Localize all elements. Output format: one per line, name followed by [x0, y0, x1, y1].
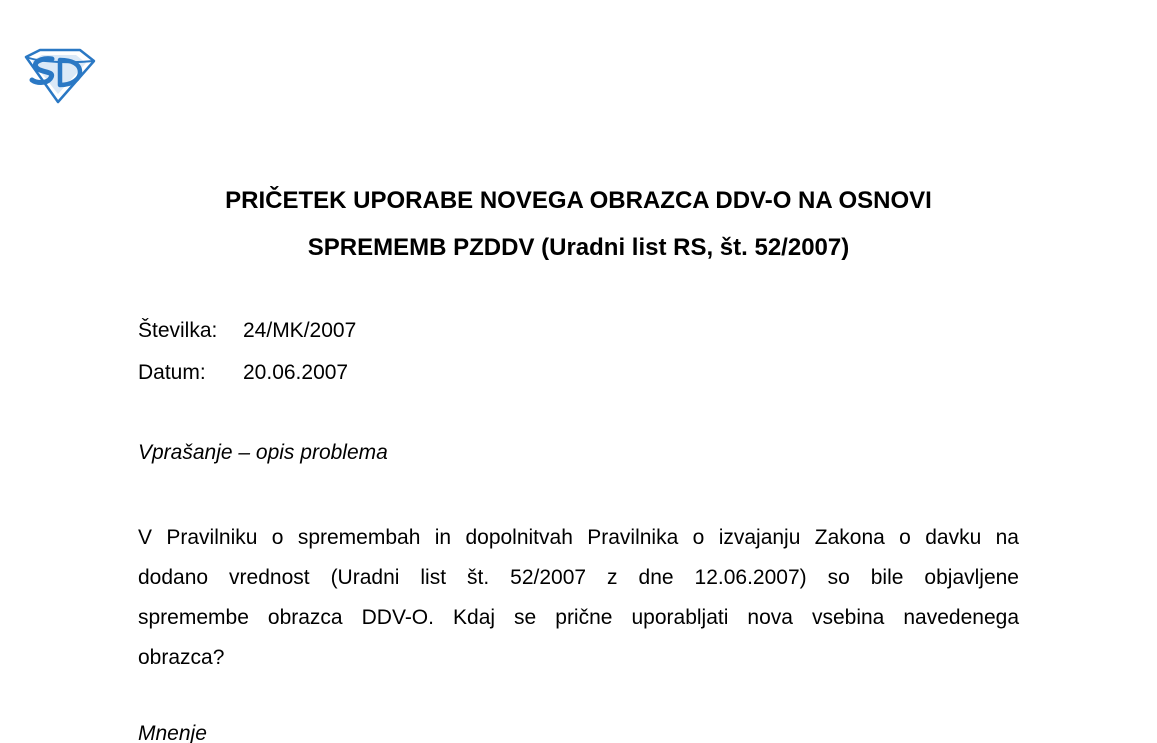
number-row — [138, 318, 356, 344]
paragraph-line: spremembe obrazca DDV-O. Kdaj se prične uporabljati nova vsebina navedenega — [138, 606, 1019, 629]
date-label: Datum: — [138, 361, 206, 384]
paragraph-line: dodano vrednost (Uradni list št. 52/2007 z dne 12.06.2007) so bile objavljene — [138, 566, 1019, 589]
opinion-heading: Mnenje — [138, 722, 207, 743]
number-label: Številka: — [138, 319, 218, 342]
question-heading: Vprašanje – opis problema — [138, 441, 388, 464]
document-title-line-1: PRIČETEK UPORABE NOVEGA OBRAZCA DDV-O NA OSNOVI — [225, 187, 932, 214]
date-row — [138, 360, 348, 386]
date-value: 20.06.2007 — [243, 361, 349, 384]
sd-shield-logo-icon — [22, 47, 96, 105]
number-value: 24/MK/2007 — [243, 319, 357, 342]
paragraph-line: V Pravilniku o spremembah in dopolnitvah Pravilnika o izvajanju Zakona o davku na — [138, 526, 1019, 549]
logo — [22, 47, 96, 105]
document-title-line-2: SPREMEMB PZDDV (Uradni list RS, št. 52/2007) — [307, 234, 850, 261]
question-paragraph — [138, 518, 1019, 678]
paragraph-line: obrazca? — [138, 646, 225, 669]
